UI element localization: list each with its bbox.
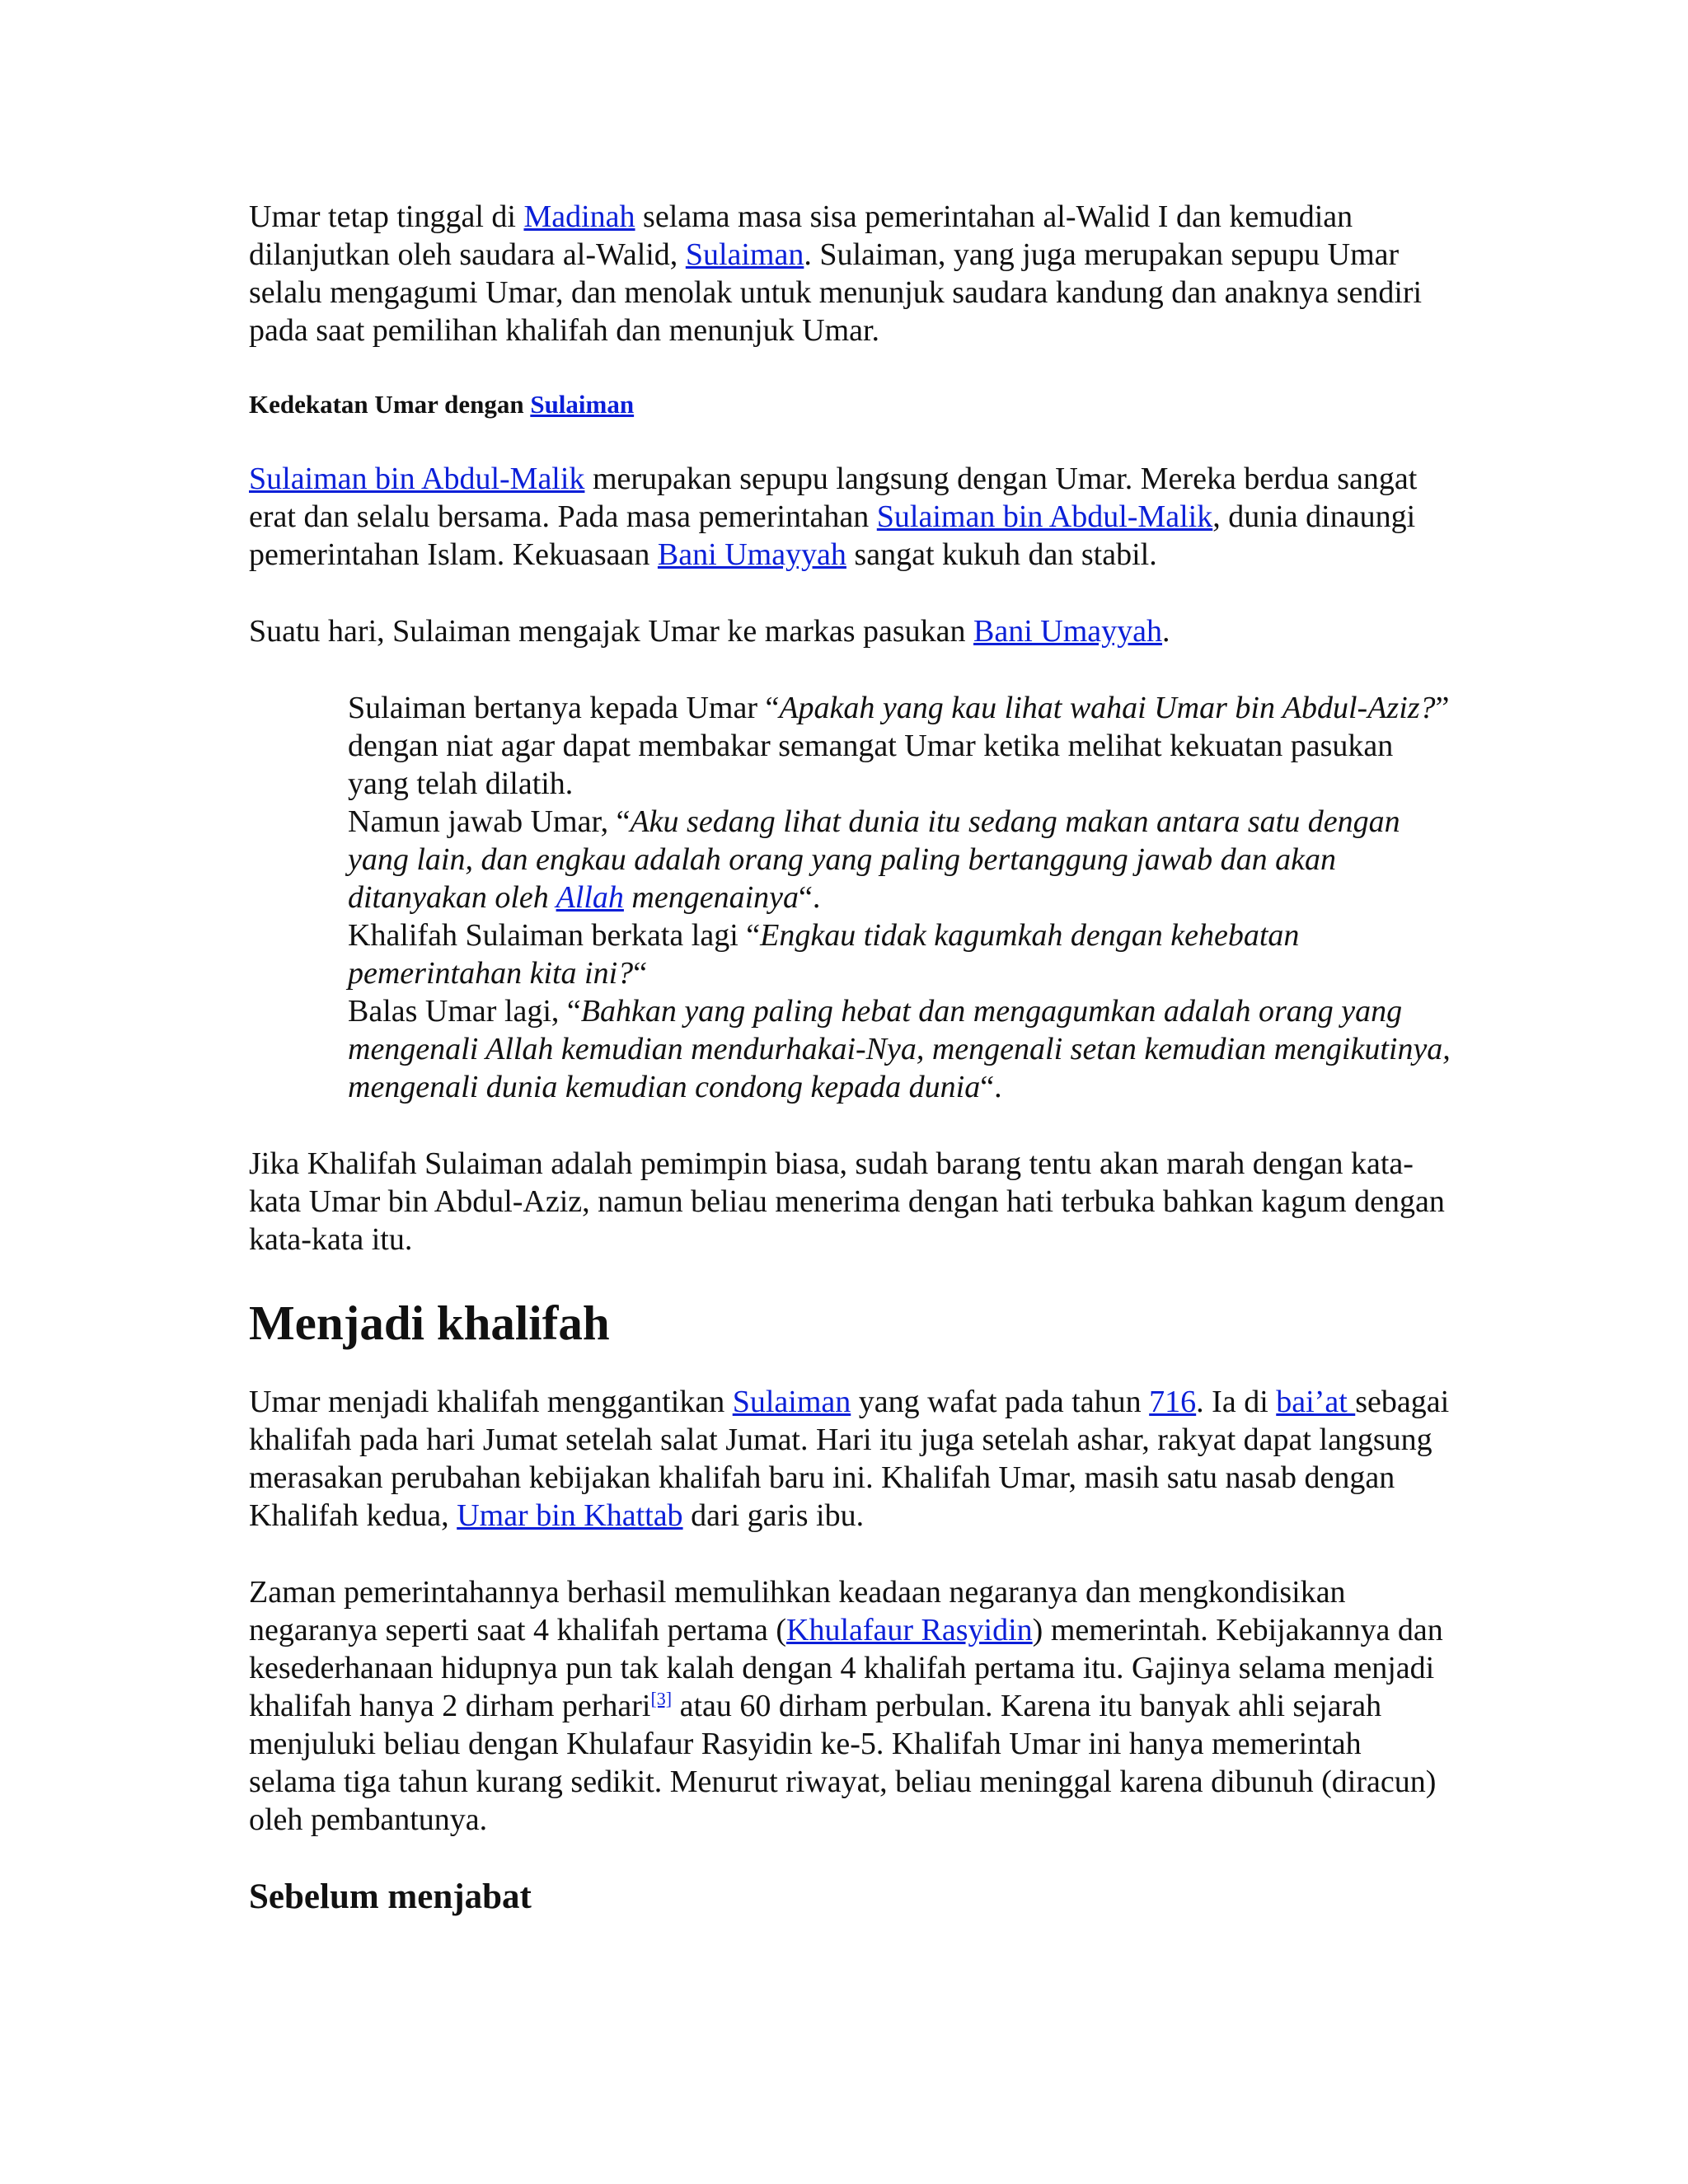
text: “ (633, 956, 648, 991)
italic-text: mengenainya (623, 880, 799, 915)
italic-text: Aku sedang lihat dunia itu sedang makan antara satu dengan yang lain, dan engkau adalah orang yang paling bertanggung jawab dan akan ditanyakan oleh (348, 804, 1400, 915)
text: sebagai khalifah pada hari Jumat setelah salat Jumat. Hari itu juga setelah ashar, rakyat dapat langsung merasakan perubahan kebijakan khalifah baru ini. Khalifah Umar, masih satu nasab dengan Khalifah kedua, (249, 1385, 1450, 1533)
subheading-kedekatan (249, 388, 1452, 421)
text: , dunia dinaungi pemerintahan Islam. Kekuasaan (249, 499, 1416, 572)
subheading-text: Kedekatan Umar dengan (249, 390, 531, 419)
text: selama masa sisa pemerintahan al-Walid I dan kemudian dilanjutkan oleh saudara al-Walid, (249, 199, 1353, 272)
text: Umar tetap tinggal di (249, 199, 524, 234)
text: Zaman pemerintahannya berhasil memulihkan keadaan negaranya dan mengkondisikan negaranya seperti saat 4 khalifah pertama ( (249, 1575, 1346, 1647)
quote-line-4 (348, 992, 1452, 1106)
paragraph-zaman-pemerintahan (249, 1573, 1452, 1839)
link-madinah[interactable]: Madinah (523, 199, 635, 234)
text: . Ia di (1196, 1385, 1277, 1419)
text: Sulaiman bertanya kepada Umar “ (348, 691, 780, 725)
link-allah[interactable]: Allah (556, 880, 624, 915)
link-bani-umayyah[interactable]: Bani Umayyah (657, 537, 846, 572)
link-sulaiman-heading[interactable]: Sulaiman (530, 390, 635, 419)
italic-text: Engkau tidak kagumkah dengan kehebatan pemerintahan kita ini? (348, 918, 1300, 991)
text: merupakan sepupu langsung dengan Umar. Mereka berdua sangat erat dan selalu bersama. Pada masa pemerintahan (249, 462, 1418, 534)
text: dari garis ibu. (682, 1498, 865, 1533)
text: ” dengan niat agar dapat membakar semangat Umar ketika melihat kekuatan pasukan yang telah dilatih. (348, 691, 1450, 801)
article-body (249, 198, 1452, 1919)
text: ) memerintah. Kebijakannya dan kesederhanaan hidupnya pun tak kalah dengan 4 khalifah pertama itu. Gajinya selama menjadi khalifah hanya 2 dirham perhari (249, 1613, 1443, 1723)
italic-text: Apakah yang kau lihat wahai Umar bin Abdul-Aziz? (779, 691, 1436, 725)
paragraph-umar-madinah (249, 198, 1452, 349)
link-sulaiman-3[interactable]: Sulaiman (732, 1385, 851, 1419)
text: Khalifah Sulaiman berkata lagi “ (348, 918, 761, 953)
italic-text: Bahkan yang paling hebat dan mengagumkan adalah orang yang mengenali Allah kemudian mendurhakai-Nya, mengenali setan kemudian mengikutinya, mengenali dunia kemudian condong kepada dunia (348, 994, 1451, 1104)
link-sulaiman[interactable]: Sulaiman (685, 237, 804, 272)
link-khulafaur-rasyidin[interactable]: Khulafaur Rasyidin (786, 1613, 1033, 1647)
text: “. (980, 1070, 1002, 1104)
text: . Sulaiman, yang juga merupakan sepupu Umar selalu mengagumi Umar, dan menolak untuk menunjuk saudara kandung dan anaknya sendiri pada saat pemilihan khalifah dan menunjuk Umar. (249, 237, 1423, 348)
link-baiat[interactable]: bai’at (1276, 1385, 1356, 1419)
reference-link-3[interactable]: [3] (650, 1688, 673, 1709)
heading-menjadi-khalifah: Menjadi khalifah (249, 1296, 610, 1350)
quote-line-1 (348, 689, 1452, 803)
paragraph-markas-pasukan (249, 612, 1452, 650)
link-716[interactable]: 716 (1149, 1385, 1197, 1419)
dialogue-blockquote (348, 689, 1452, 1106)
link-sulaiman-bin-abdul-malik-2[interactable]: Sulaiman bin Abdul-Malik (876, 499, 1213, 534)
link-sulaiman-bin-abdul-malik[interactable]: Sulaiman bin Abdul-Malik (249, 462, 585, 496)
text: Balas Umar lagi, “ (348, 994, 581, 1029)
paragraph-khalifah-biasa: Jika Khalifah Sulaiman adalah pemimpin biasa, sudah barang tentu akan marah dengan kata-kata Umar bin Abdul-Aziz, namun beliau menerima dengan hati terbuka bahkan kagum dengan kata-kata itu. (249, 1146, 1445, 1257)
text: . (1162, 614, 1170, 649)
link-umar-bin-khattab[interactable]: Umar bin Khattab (457, 1498, 683, 1533)
heading-sebelum-menjabat: Sebelum menjabat (249, 1877, 532, 1916)
quote-line-2 (348, 803, 1452, 916)
text: Namun jawab Umar, “ (348, 804, 631, 839)
text: atau 60 dirham perbulan. Karena itu banyak ahli sejarah menjuluki beliau dengan Khulafaur Rasyidin ke-5. Khalifah Umar ini hanya memerintah selama tiga tahun kurang sedikit. Menurut riwayat, beliau meninggal karena dibunuh (diracun) oleh pembantunya. (249, 1689, 1437, 1837)
link-bani-umayyah-2[interactable]: Bani Umayyah (973, 614, 1163, 649)
text: Umar menjadi khalifah menggantikan (249, 1385, 733, 1419)
paragraph-menggantikan-sulaiman (249, 1383, 1452, 1535)
text: Suatu hari, Sulaiman mengajak Umar ke markas pasukan (249, 614, 974, 649)
paragraph-sulaiman-bin-abdul-malik (249, 460, 1452, 574)
text: sangat kukuh dan stabil. (846, 537, 1157, 572)
text: yang wafat pada tahun (851, 1385, 1150, 1419)
quote-line-3 (348, 916, 1452, 992)
text: “. (799, 880, 821, 915)
